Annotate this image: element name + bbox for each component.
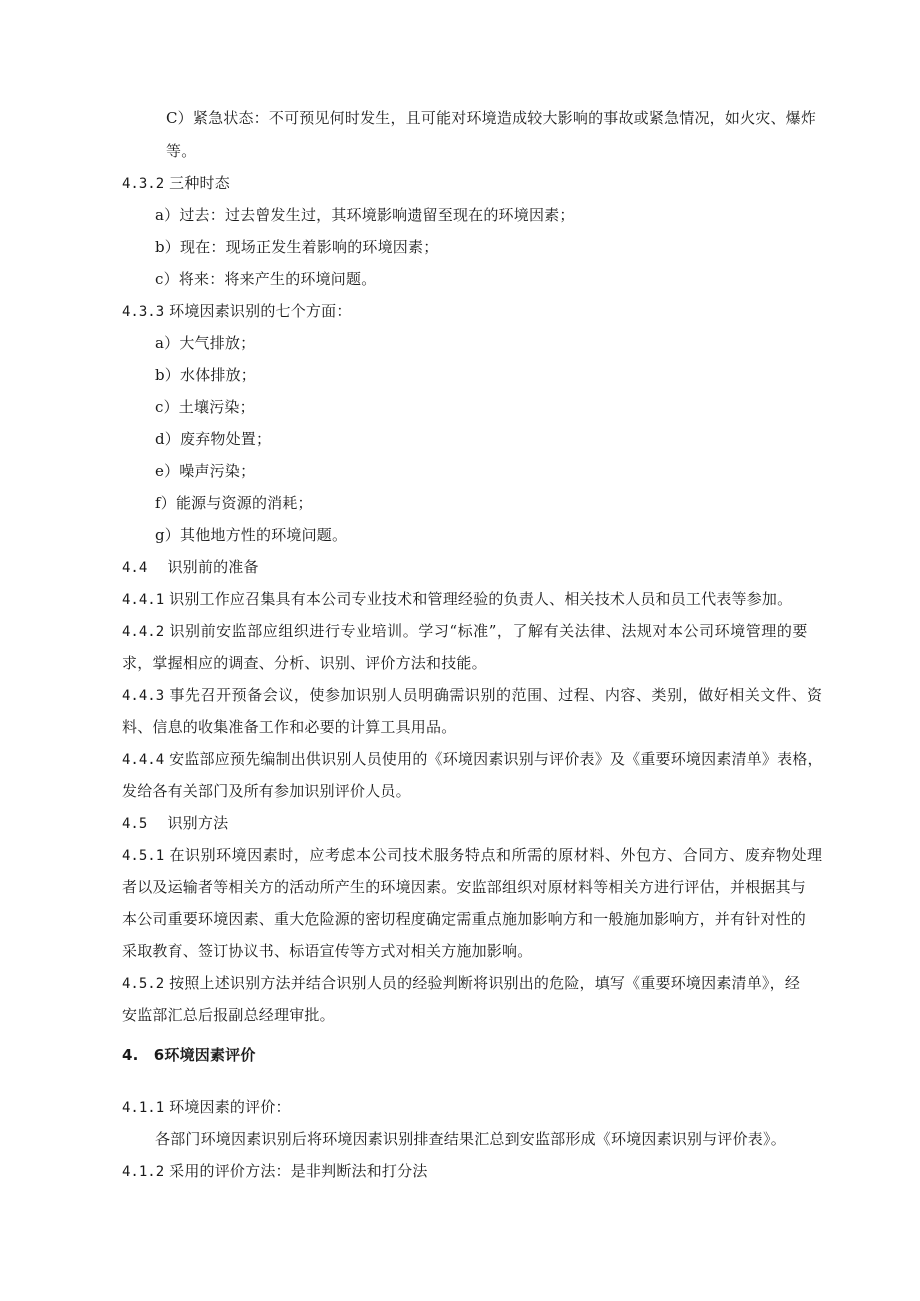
paragraph-4-4-2-cont (122, 653, 487, 673)
line-text: C）紧急状态：不可预见何时发生，且可能对环境造成较大影响的事故或紧急情况，如火灾、爆炸 (166, 109, 817, 127)
section-number: 4.3.3 (122, 304, 165, 320)
section-number: 4.5.1 (122, 848, 165, 864)
paragraph-4-4-4 (122, 749, 823, 770)
section-title: 三种时态 (169, 174, 230, 192)
section-number: 4.1.2 (122, 1164, 165, 1180)
line-text: 识别工作应召集具有本公司专业技术和管理经验的负责人、相关技术人员和员工代表等参加。 (169, 590, 793, 608)
section-heading-4-1-2 (122, 1161, 428, 1182)
section-number: 4. 6 (122, 1046, 165, 1064)
clause-c-emergency (166, 108, 816, 128)
paragraph-4-4-4-cont (122, 781, 411, 801)
list-item-energy (155, 493, 313, 513)
line-text: g）其他地方性的环境问题。 (155, 526, 348, 544)
paragraph-4-5-2 (122, 973, 800, 994)
section-number: 4.4.3 (122, 688, 165, 704)
list-item-noise (155, 461, 255, 481)
section-heading-4-6 (122, 1045, 256, 1065)
section-heading-4-5 (122, 813, 228, 834)
section-number: 4.5 (122, 816, 148, 832)
line-text: 安监部应预先编制出供识别人员使用的《环境因素识别与评价表》及《重要环境因素清单》表格， (169, 750, 823, 768)
list-item-past (155, 205, 575, 225)
paragraph-4-5-1 (122, 845, 823, 866)
paragraph-4-5-2-cont (122, 1005, 335, 1025)
paragraph-4-5-1-cont-3 (122, 941, 532, 961)
list-item-present (155, 237, 438, 257)
paragraph-4-5-1-cont-2 (122, 909, 806, 929)
section-title: 环境因素的评价： (169, 1098, 291, 1116)
section-number: 4.3.2 (122, 176, 165, 192)
section-title: 识别方法 (152, 814, 229, 832)
line-text: a）过去：过去曾发生过，其环境影响遗留至现在的环境因素； (155, 206, 575, 224)
line-text: 者以及运输者等相关方的活动所产生的环境因素。安监部组织对原材料等相关方进行评估，并根据其与 (122, 878, 807, 896)
line-text: c）将来：将来产生的环境问题。 (155, 270, 377, 288)
section-number: 4.1.1 (122, 1100, 165, 1116)
section-title: 采用的评价方法：是非判断法和打分法 (169, 1162, 428, 1180)
section-number: 4.4.2 (122, 624, 165, 640)
section-number: 4.4.4 (122, 752, 165, 768)
line-text: 求，掌握相应的调查、分析、识别、评价方法和技能。 (122, 654, 487, 672)
section-title: 识别前的准备 (152, 558, 259, 576)
list-item-future (155, 269, 376, 289)
line-text: 识别前安监部应组织进行专业培训。学习“标准”，了解有关法律、法规对本公司环境管理的要 (169, 622, 808, 640)
section-heading-4-1-1 (122, 1097, 291, 1118)
line-text: e）噪声污染； (155, 462, 256, 480)
paragraph-4-5-1-cont-1 (122, 877, 806, 897)
line-text: b）现在：现场正发生着影响的环境因素； (155, 238, 439, 256)
section-number: 4.4 (122, 560, 148, 576)
line-text: 等。 (166, 142, 197, 160)
list-item-air (155, 333, 255, 353)
line-text: 在识别环境因素时，应考虑本公司技术服务特点和所需的原材料、外包方、合同方、废弃物处理 (169, 846, 823, 864)
line-text: 料、信息的收集准备工作和必要的计算工具用品。 (122, 718, 457, 736)
section-heading-4-4 (122, 557, 259, 578)
line-text: f）能源与资源的消耗； (155, 494, 313, 512)
list-item-water (155, 365, 256, 385)
line-text: c）土壤污染； (155, 398, 255, 416)
line-text: 按照上述识别方法并结合识别人员的经验判断将识别出的危险，填写《重要环境因素清单》，经 (169, 974, 801, 992)
line-text: 安监部汇总后报副总经理审批。 (122, 1006, 335, 1024)
line-text: b）水体排放； (155, 366, 257, 384)
section-heading-4-3-3 (122, 301, 352, 322)
paragraph-4-4-1 (122, 589, 792, 610)
list-item-soil (155, 397, 255, 417)
list-item-waste (155, 429, 271, 449)
section-title: 环境因素识别的七个方面： (169, 302, 352, 320)
line-text: 事先召开预备会议，使参加识别人员明确需识别的范围、过程、内容、类别，做好相关文件、资 (169, 686, 823, 704)
section-number: 4.5.2 (122, 976, 165, 992)
paragraph-4-4-3 (122, 685, 823, 706)
paragraph-4-4-2 (122, 621, 808, 642)
line-text: d）废弃物处置； (155, 430, 272, 448)
line-text: 各部门环境因素识别后将环境因素识别排查结果汇总到安监部形成《环境因素识别与评价表》。 (155, 1130, 786, 1148)
line-text: 采取教育、签订协议书、标语宣传等方式对相关方施加影响。 (122, 942, 533, 960)
list-item-other (155, 525, 347, 545)
line-text: 本公司重要环境因素、重大危险源的密切程度确定需重点施加影响方和一般施加影响方，并有针对性的 (122, 910, 807, 928)
paragraph-4-4-3-cont (122, 717, 456, 737)
line-text: a）大气排放； (155, 334, 256, 352)
paragraph-4-1-1 (155, 1129, 786, 1149)
section-number: 4.4.1 (122, 592, 165, 608)
line-text: 发给各有关部门及所有参加识别评价人员。 (122, 782, 411, 800)
section-heading-4-3-2 (122, 173, 230, 194)
clause-c-emergency-cont (166, 141, 196, 161)
section-title: 环境因素评价 (164, 1046, 256, 1064)
